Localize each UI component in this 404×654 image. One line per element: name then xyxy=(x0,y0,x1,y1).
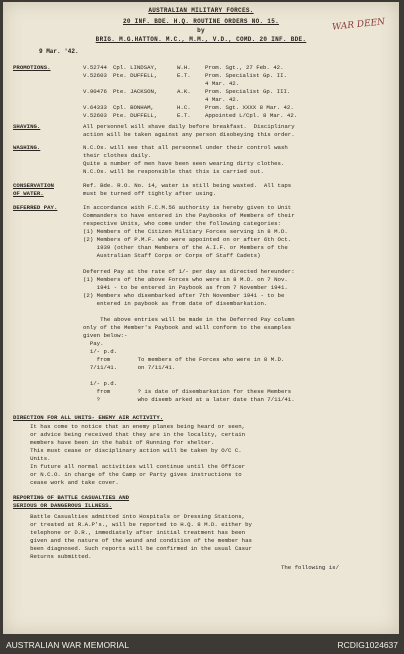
promotion-num: V.52744 xyxy=(83,64,107,71)
promotion-init: E.T. xyxy=(177,72,191,79)
promotion-row xyxy=(83,112,379,120)
text-line: It has come to notice that an enemy planes being heard or seen, xyxy=(13,423,246,430)
text-line: 1941 - to be entered in Paybook as from 7 November 1941. xyxy=(83,284,288,291)
promotion-row xyxy=(83,80,379,88)
promotion-num: V.64333 xyxy=(83,104,107,111)
promotion-num: V.52603 xyxy=(83,72,107,79)
text-line: Ref. Bde. R.O. No. 14, water is still being wasted. All taps xyxy=(83,182,292,189)
promotion-init: H.C. xyxy=(177,104,191,111)
promotion-detail: 4 Mar. 42. xyxy=(205,96,240,103)
battle-casualties-heading xyxy=(13,494,129,510)
section-label: SHAVING. xyxy=(13,123,41,130)
text-line: from ? is date of disembarkation for these Members xyxy=(83,388,292,395)
text-line: 7/11/41. on 7/11/41. xyxy=(83,364,176,371)
promotion-rank: Cpl. LINDSAY, xyxy=(113,64,158,71)
promotion-row xyxy=(83,72,379,80)
section-label: WASHING. xyxy=(13,144,41,151)
promotion-num: V.90476 xyxy=(83,88,107,95)
text-line: given and the nature of the wound and condition of the member has xyxy=(13,537,252,544)
text-line: only of the Member's Paybook and will conform to the examples xyxy=(83,324,292,331)
text-line: (1) Members of the above Forces who were in 8 M.D. on 7 Nov. xyxy=(83,276,288,283)
text-line: telephone or D.R., immediately after initial treatment has been xyxy=(13,529,246,536)
text-line: given below:- xyxy=(83,332,128,339)
text-line: Australian Staff Corps or Corps of Staff Cadets) xyxy=(83,252,261,259)
promotion-rank: Pte. JACKSON, xyxy=(113,88,158,95)
orders-title: 20 INF. BDE. H.Q. ROUTINE ORDERS NO. 15. xyxy=(122,18,280,25)
promotion-row xyxy=(83,64,379,72)
text-line: 1/- p.d. xyxy=(83,348,118,355)
text-line: (2) Members who disembarked after 7th November 1941 - to be xyxy=(83,292,285,299)
promotions-list xyxy=(83,64,379,120)
battle-casualties-body xyxy=(13,513,379,561)
enemy-air-body xyxy=(13,423,379,487)
text-line: or N.C.O. in charge of the Camp or Party gives instructions to xyxy=(13,471,242,478)
promotion-detail: Prom. Sgt. XXXX 8 Mar. 42. xyxy=(205,104,294,111)
promotion-num: V.52603 xyxy=(83,112,107,119)
text-line: action will be taken against any person disobeying this order. xyxy=(83,131,295,138)
text-line: Pay. xyxy=(83,340,104,347)
continued-note: The following is/ xyxy=(280,564,339,571)
section-body xyxy=(83,182,379,198)
text-line: been diagnosed. Such reports will be confirmed in the usual Casur xyxy=(13,545,252,552)
text-line: Quite a number of men have been seen wearing dirty clothes. xyxy=(83,160,285,167)
text-line xyxy=(83,260,379,268)
text-line: In future all normal activities will continue until the Officer xyxy=(13,463,246,470)
order-date: 9 Mar. '42. xyxy=(39,48,79,55)
text-line: N.C.Os. will be responsible that this is carried out. xyxy=(83,168,264,175)
section-body xyxy=(83,204,379,404)
text-line xyxy=(83,372,379,380)
text-line: entered in paybook as from date of disembarkation. xyxy=(83,300,268,307)
promotion-rank: Pte. DUFFELL, xyxy=(113,112,158,119)
text-line: their clothes daily. xyxy=(83,152,152,159)
handwritten-note: WAR DEEN xyxy=(331,17,386,33)
text-line: respective Units, who come under the following categories: xyxy=(83,220,281,227)
promotion-detail: Prom. Sgt., 27 Feb. 42. xyxy=(205,64,284,71)
promotion-detail: Prom. Specialist Gp. III. xyxy=(205,88,291,95)
commander-line: BRIG. M.G.HATTON. M.C., M.M., V.D., COMD. 20 INF. BDE. xyxy=(95,36,307,43)
archive-id: RCDIG1024637 xyxy=(337,640,398,650)
document-page xyxy=(3,2,399,634)
promotion-detail: Prom. Specialist Gp. II. xyxy=(205,72,287,79)
text-line: The above entries will be made in the Deferred Pay column xyxy=(83,316,295,323)
text-line: or advice being received that they are in the locality, certain xyxy=(13,431,246,438)
label-line: SERIOUS OR DANGEROUS ILLNESS. xyxy=(13,502,112,509)
label-line: CONSERVATION xyxy=(13,182,54,189)
promotion-rank: Cpl. BONHAM, xyxy=(113,104,154,111)
section-body xyxy=(83,144,379,176)
label-line: OF WATER. xyxy=(13,190,44,197)
promotion-detail: Appointed L/Cpl. 8 Mar. 42. xyxy=(205,112,298,119)
text-line: Battle Casualties admitted into Hospitals or Dressing Stations, xyxy=(13,513,246,520)
promotion-row xyxy=(83,96,379,104)
promotion-detail: 4 Mar. 42. xyxy=(205,80,240,87)
text-line: Deferred Pay at the rate of 1/- per day as directed hereunder: xyxy=(83,268,295,275)
text-line: members have been in the habit of Running for shelter. xyxy=(13,439,215,446)
text-line: In accordance with F.C.M.56 authority is hereby given to Unit xyxy=(83,204,292,211)
promotion-rank: Pte. DUFFELL, xyxy=(113,72,158,79)
text-line: from To members of the Forces who were in 8 M.D. xyxy=(83,356,285,363)
promotion-init: A.K. xyxy=(177,88,191,95)
text-line: (1) Members of the Citizen Military Forces serving in 8 M.D. xyxy=(83,228,288,235)
promotion-init: E.T. xyxy=(177,112,191,119)
text-line: Returns submitted. xyxy=(13,553,92,560)
text-line: or treated at R.A.P's., will be reported to H.Q. 8 M.D. either by xyxy=(13,521,252,528)
section-label: PROMOTIONS. xyxy=(13,64,51,71)
by-line: by xyxy=(197,27,205,34)
text-line: N.C.Os. will see that all personnel under their control wash xyxy=(83,144,288,151)
text-line: 1/- p.d. xyxy=(83,380,118,387)
section-label: DEFERRED PAY. xyxy=(13,204,58,211)
document-heading: AUSTRALIAN MILITARY FORCES. xyxy=(148,7,254,14)
text-line: (2) Members of P.M.F. who were appointed on or after 6th Oct. xyxy=(83,236,292,243)
section-body xyxy=(83,123,379,139)
promotion-row xyxy=(83,104,379,112)
archive-name: AUSTRALIAN WAR MEMORIAL xyxy=(6,640,129,650)
text-line: This must cease or disciplinary action will be taken by O/C C. xyxy=(13,447,242,454)
text-line: Commanders to have entered in the Paybooks of Members of their xyxy=(83,212,295,219)
promotion-row xyxy=(83,88,379,96)
text-line: cease work and take cover. xyxy=(13,479,119,486)
text-line: must be turned off tightly after using. xyxy=(83,190,217,197)
text-line: All personnel will shave daily before breakfast. Disciplinary xyxy=(83,123,295,130)
enemy-air-heading: DIRECTION FOR ALL UNITS- ENEMY AIR ACTIVITY. xyxy=(13,414,164,421)
promotion-init: W.H. xyxy=(177,64,191,71)
text-line: 1939 (other than Members of the A.I.F. or Members of the xyxy=(83,244,288,251)
text-line: Units. xyxy=(13,455,51,462)
archive-footer xyxy=(0,636,404,654)
label-line: REPORTING OF BATTLE CASUALTIES AND xyxy=(13,494,130,501)
text-line: ? who disemb arked at a later date than 7/11/41. xyxy=(83,396,295,403)
text-line xyxy=(83,308,379,316)
section-label xyxy=(13,182,81,198)
